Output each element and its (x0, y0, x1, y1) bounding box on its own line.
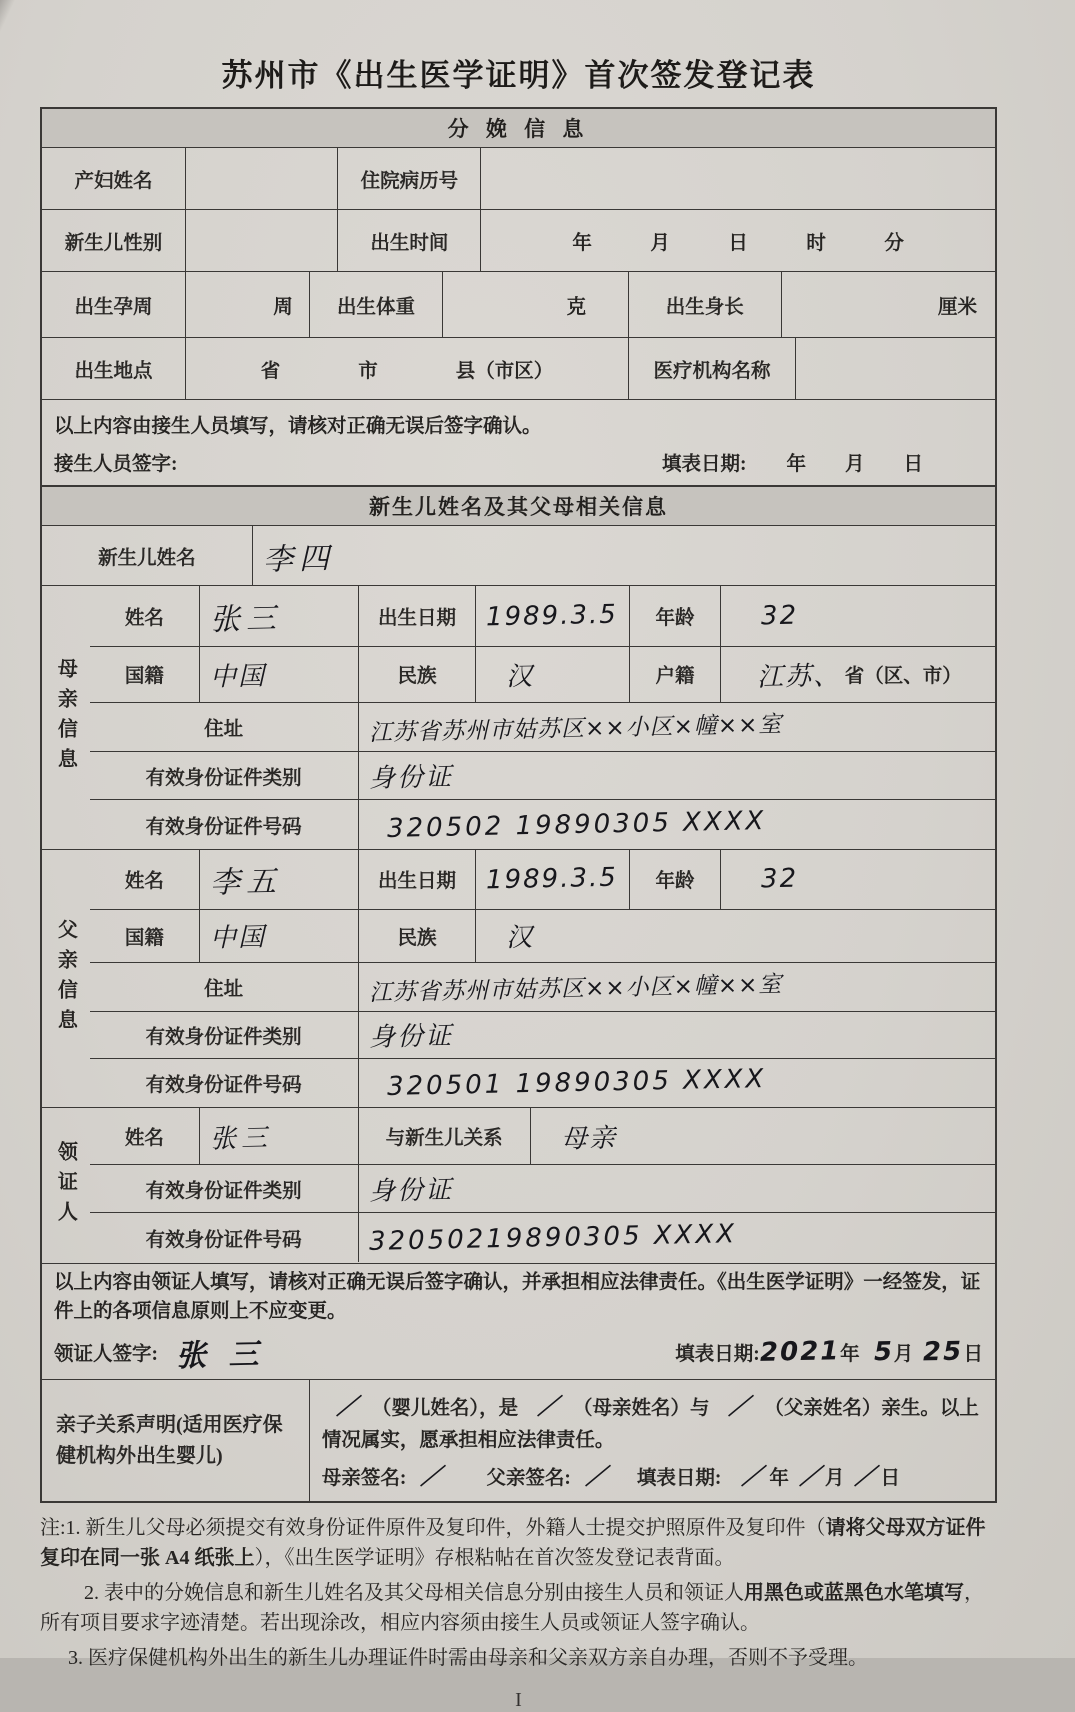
father-dob-value (475, 850, 629, 909)
mother-name-label: 产妇姓名 (74, 170, 153, 192)
table-row (42, 271, 995, 337)
page-title: 苏州市《出生医学证明》首次签发登记表 (221, 58, 816, 93)
handwriting: 1989.3.5 (486, 599, 619, 633)
delivery-info-table (40, 107, 997, 487)
delivery-footer-note: 以上内容由接生人员填写，请核对正确无误后签字确认。 (54, 415, 542, 437)
handwriting: 江苏省苏州市姑苏区××小区×幢××室 (368, 712, 783, 747)
table-row (42, 337, 995, 399)
declaration-block (42, 1379, 995, 1501)
newborn-name-handwriting: 李四 (262, 540, 336, 578)
mother-dob-label: 出生日期 (358, 586, 476, 646)
fill-date-label: 填表日期: (661, 453, 747, 475)
handwriting-slash: ／ (798, 1464, 822, 1491)
mother-age-label: 年龄 (629, 586, 720, 646)
footnote-bold: 用黑色或蓝黑色水笔填写 (744, 1581, 964, 1604)
mother-registry-suffix: 省（区、市） (844, 666, 962, 688)
institution-field (795, 338, 995, 399)
table-row (42, 209, 995, 271)
birthplace-units: 省 市 县（市区） (185, 338, 628, 399)
father-side-label: 父亲信息 (54, 918, 77, 1039)
mother-nationality-label: 国籍 (124, 666, 164, 688)
month-unit: 月 (893, 1343, 914, 1365)
father-name-label: 姓名 (124, 871, 164, 893)
day-unit: 日 (880, 1467, 900, 1489)
handwriting: 江苏、 (756, 660, 842, 693)
confirmation-cell (42, 1264, 995, 1379)
newborn-sex-label: 新生儿性别 (64, 232, 163, 254)
father-age-label: 年龄 (629, 850, 720, 909)
handwriting: 身份证 (368, 762, 453, 795)
recipient-id-type-label: 有效身份证件类别 (145, 1180, 302, 1202)
mother-id-type-label: 有效身份证件类别 (145, 767, 302, 789)
recipient-block (42, 1107, 995, 1263)
mother-side-label: 母亲信息 (54, 657, 77, 778)
handwriting: 母亲 (560, 1122, 618, 1155)
family-section-header: 新生儿姓名及其父母相关信息 (42, 487, 995, 525)
father-address-value (358, 963, 995, 1011)
handwriting: 李五 (209, 864, 283, 902)
father-name-value (199, 850, 357, 909)
handwriting: 32 (760, 864, 799, 895)
footnote-2 (40, 1578, 997, 1639)
mother-ethnic-value (475, 647, 629, 702)
father-dob-label: 出生日期 (358, 850, 476, 909)
mother-name-field (185, 148, 337, 209)
handwriting: 320502 19890305 XXXX (386, 805, 767, 844)
year-unit: 年 (840, 1343, 860, 1365)
father-id-no-value (358, 1059, 995, 1107)
footnote-text: 2. 表中的分娩信息和新生儿姓名及其父母相关信息分别由接生人员和领证人 (84, 1581, 744, 1604)
declaration-content (309, 1380, 995, 1501)
father-id-type-value (358, 1012, 995, 1058)
mother-ethnic-label: 民族 (358, 647, 476, 702)
mother-registry-label: 户籍 (629, 647, 720, 702)
footnote-text: ，所有项目要求字迹清楚。若出现涂改，相应内容须由接生人员或领证人签字确认。 (40, 1581, 984, 1635)
handwriting: 江苏省苏州市姑苏区××小区×幢××室 (368, 972, 783, 1007)
footnote-text: 3. 医疗保健机构外出生的新生儿办理证件时需由母亲和父亲双方亲自办理，否则不予受理。 (68, 1646, 868, 1669)
table-row (42, 399, 995, 485)
father-nationality-value (199, 910, 357, 962)
mother-dob-value (475, 586, 629, 646)
length-unit: 厘米 (781, 272, 995, 337)
declaration-seg-father: （父亲姓名）亲生。以上情况属实，愿承担相应法律责任。 (321, 1397, 979, 1451)
footnote-1 (40, 1513, 997, 1574)
footnote-bold: 请将父母双方证件复印在同一张 A4 纸张上 (40, 1517, 986, 1570)
handwriting: 汉 (506, 661, 535, 692)
recipient-name-label: 姓名 (124, 1128, 164, 1149)
mother-sign-label: 母亲签名: (321, 1467, 407, 1489)
confirmation-text: 以上内容由领证人填写，请核对正确无误后签字确认，并承担相应法律责任。《出生医学证明》一经签发，证件上的各项信息原则上不应变更。 (54, 1272, 981, 1322)
father-age-value (720, 850, 995, 909)
table-row (42, 147, 995, 209)
month-unit: 月 (824, 1467, 845, 1489)
declaration-date-label: 填表日期: (636, 1467, 722, 1489)
footnote-text: ），《出生医学证明》存根粘帖在首次签发登记表背面。 (254, 1547, 735, 1570)
mother-id-type-value (358, 752, 995, 799)
handwriting-slash: ／ (420, 1464, 443, 1491)
mother-name-value (199, 586, 357, 646)
birthplace-label: 出生地点 (74, 360, 153, 382)
father-sign-label: 父亲签名: (486, 1467, 571, 1489)
recipient-relation-value (530, 1108, 995, 1164)
year-unit: 年 (769, 1467, 789, 1489)
father-id-type-label: 有效身份证件类别 (145, 1026, 302, 1048)
mother-registry-value (720, 647, 995, 702)
mother-id-no-label: 有效身份证件号码 (145, 816, 302, 838)
mother-name-label: 姓名 (124, 607, 164, 629)
length-label: 出生身长 (628, 272, 780, 337)
delivery-section-header: 分 娩 信 息 (42, 109, 995, 147)
declaration-seg-mother: （母亲姓名）与 (573, 1397, 710, 1419)
mother-nationality-value (199, 647, 357, 702)
midwife-sign-label: 接生人员签字: (54, 453, 178, 475)
father-ethnic-value (475, 910, 995, 962)
recipient-id-type-value (358, 1165, 995, 1212)
handwriting-slash: ／ (728, 1394, 751, 1421)
handwriting: 汉 (506, 923, 535, 954)
declaration-left-label: 亲子关系声明(适用医疗保健机构外出生婴儿) (56, 1413, 283, 1467)
handwriting: 张三 (209, 601, 283, 638)
handwriting: 身份证 (368, 1021, 453, 1054)
mother-age-value (720, 586, 995, 646)
recipient-sign-label: 领证人签字: (54, 1343, 158, 1365)
gestation-label: 出生孕周 (74, 296, 153, 318)
handwriting-slash: ／ (335, 1394, 359, 1421)
table-row (42, 525, 995, 585)
handwriting: 身份证 (368, 1175, 453, 1207)
confirmation-block (42, 1263, 995, 1379)
recipient-id-no-label: 有效身份证件号码 (145, 1229, 302, 1251)
weight-label: 出生体重 (309, 272, 442, 337)
weight-unit: 克 (442, 272, 628, 337)
declaration-seg-baby: （婴儿姓名），是 (371, 1397, 519, 1419)
recipient-id-no-value (358, 1213, 995, 1262)
father-id-no-label: 有效身份证件号码 (145, 1074, 302, 1096)
handwriting: 中国 (209, 661, 267, 693)
confirmation-date-label: 填表日期: (675, 1343, 760, 1365)
birth-time-label: 出生时间 (337, 210, 480, 271)
delivery-footer-cell (42, 400, 995, 485)
handwriting: 32050219890305 XXXX (368, 1218, 738, 1257)
handwriting: 32 (760, 600, 799, 632)
handwriting-slash: ／ (536, 1394, 560, 1421)
family-info-table (40, 487, 997, 1503)
footnote-text: 注:1. 新生儿父母必须提交有效身份证件原件及复印件，外籍人士提交护照原件及复印件（ (40, 1517, 826, 1539)
birth-time-units: 年 月 日 时 分 (480, 210, 995, 271)
newborn-sex-field (185, 210, 337, 271)
recipient-name-value (199, 1108, 357, 1164)
mother-block (42, 585, 995, 849)
handwriting: 2021 (759, 1335, 841, 1368)
mother-id-no-value (358, 800, 995, 849)
recipient-signature-handwriting: 张 三 (175, 1336, 265, 1374)
recipient-relation-label: 与新生儿关系 (358, 1108, 530, 1164)
page-number: I (515, 1688, 522, 1711)
fill-date-units: 年 月 日 (786, 453, 923, 475)
gestation-unit: 周 (185, 272, 309, 337)
father-address-label: 住址 (204, 978, 244, 1000)
handwriting: 5 (873, 1336, 895, 1367)
handwriting: 1989.3.5 (486, 863, 619, 896)
father-ethnic-label: 民族 (358, 910, 476, 962)
newborn-name-label: 新生儿姓名 (98, 547, 196, 569)
handwriting: 320501 19890305 XXXX (386, 1063, 767, 1102)
newborn-name-value (252, 526, 995, 585)
day-unit: 日 (963, 1343, 983, 1365)
footnotes (40, 1513, 997, 1673)
handwriting-slash: ／ (741, 1464, 764, 1491)
handwriting-slash: ／ (584, 1464, 608, 1491)
hospital-record-label: 住院病历号 (337, 148, 480, 209)
mother-address-label: 住址 (204, 718, 244, 740)
institution-label: 医疗机构名称 (628, 338, 795, 399)
mother-address-value (358, 703, 995, 752)
handwriting-slash: ／ (854, 1464, 877, 1491)
recipient-side-label: 领证人 (54, 1140, 77, 1231)
handwriting: 25 (922, 1336, 964, 1368)
handwriting: 中国 (209, 922, 267, 954)
father-nationality-label: 国籍 (124, 927, 164, 949)
father-block (42, 849, 995, 1107)
hospital-record-field (480, 148, 995, 209)
handwriting: 张三 (209, 1122, 273, 1155)
